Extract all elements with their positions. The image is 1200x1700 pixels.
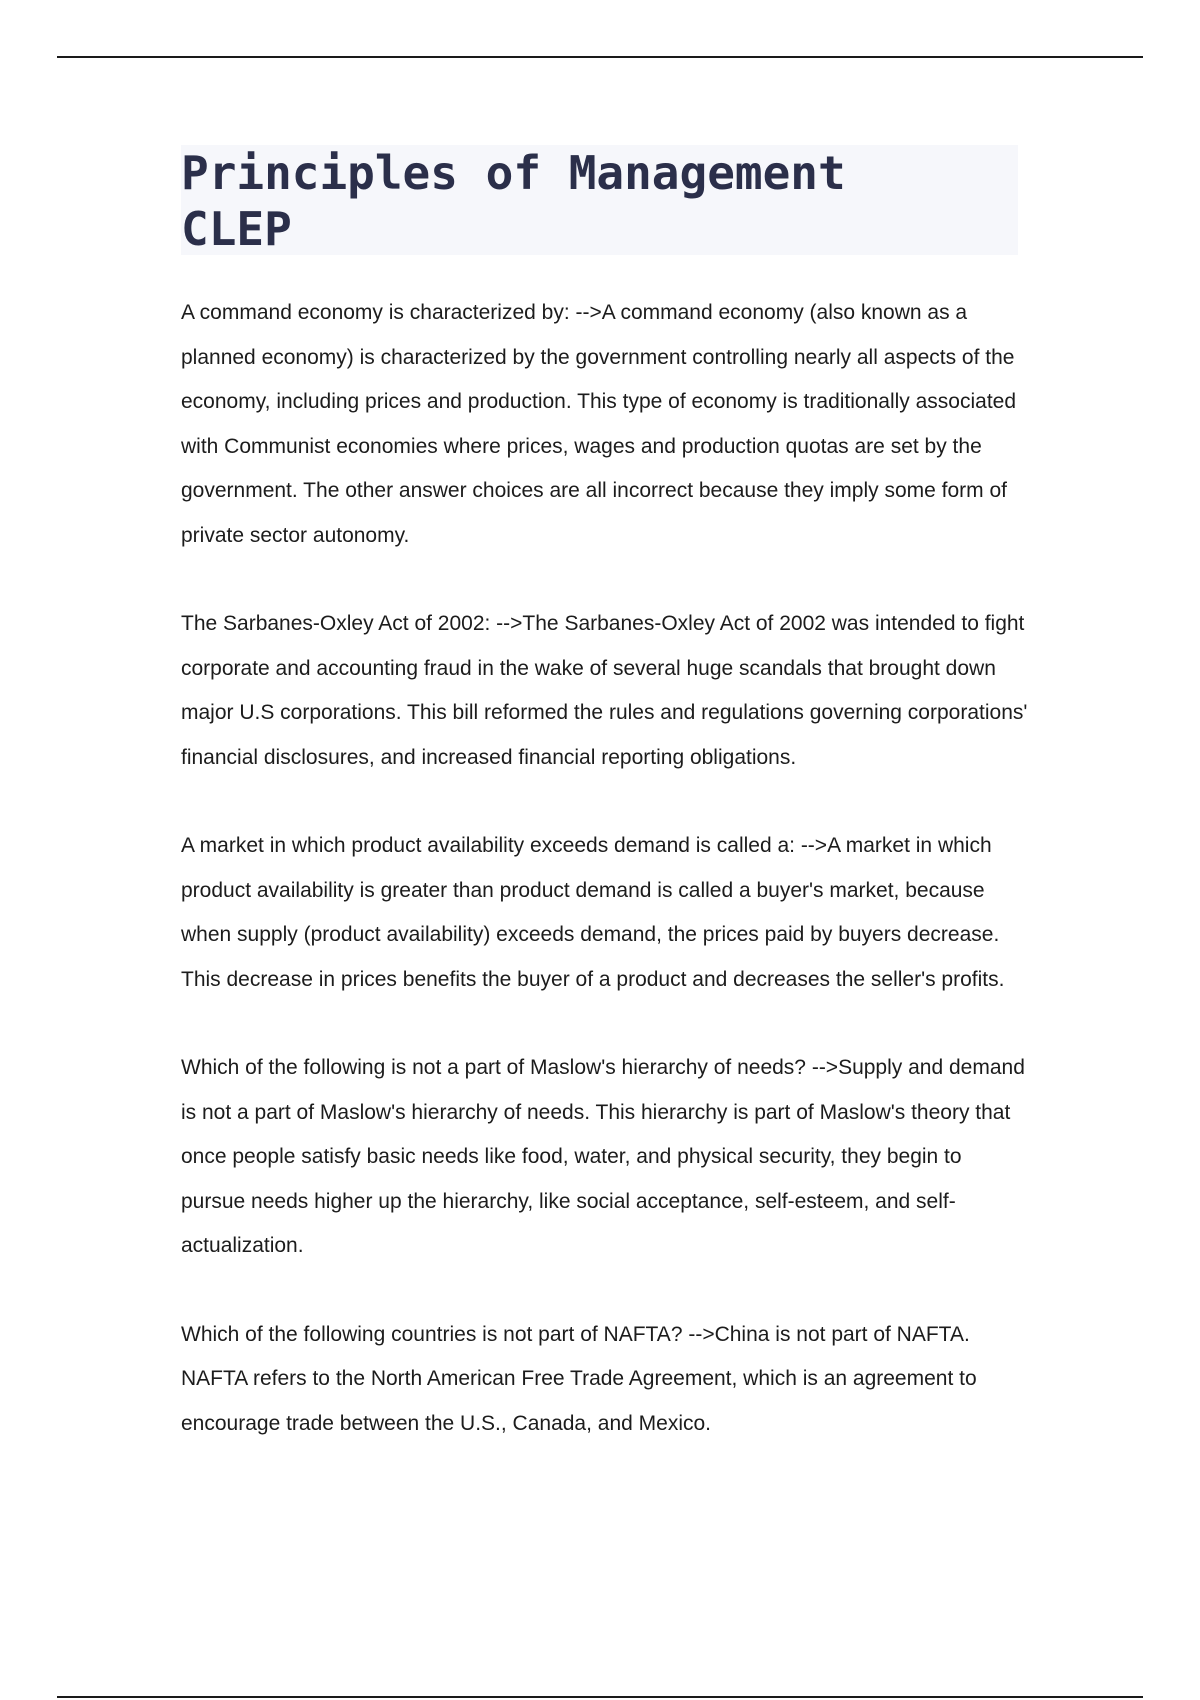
- title-block: [181, 145, 1018, 255]
- qa-entry-sarbanes-oxley: The Sarbanes-Oxley Act of 2002: -->The Sarbanes-Oxley Act of 2002 was intended to fight corporate and accounting fraud in the wake of several huge scandals that brought down major U.S corporations. This bill reformed the rules and regulations governing corporations' financial disclosures, and increased financial reporting obligations.: [181, 612, 1028, 769]
- qa-entry-nafta: Which of the following countries is not part of NAFTA? -->China is not part of NAFTA. NAFTA refers to the North American Free Trade Agreement, which is an agreement to encourage trade between the U.S., Canada, and Mexico.: [181, 1322, 977, 1435]
- top-rule: [57, 56, 1143, 58]
- document-title: [181, 145, 1018, 257]
- qa-entry-buyers-market: A market in which product availability exceeds demand is called a: -->A market in which product availability is greater than product demand is called a buyer's market, because when supply (product availability) exceeds demand, the prices paid by buyers decrease. This decrease in prices benefits the buyer of a product and decreases the seller's profits.: [181, 834, 1005, 991]
- qa-entry-command-economy: A command economy is characterized by: -->A command economy (also known as a planned economy) is characterized by the government controlling nearly all aspects of the economy, including prices and production. This type of economy is traditionally associated with Communist economies where prices, wages and production quotas are set by the government. The other answer choices are all incorrect because they imply some form of private sector autonomy.: [181, 301, 1017, 547]
- qa-entry-maslow-hierarchy: Which of the following is not a part of Maslow's hierarchy of needs? -->Supply and demand is not a part of Maslow's hierarchy of needs. This hierarchy is part of Maslow's theory that once people satisfy basic needs like food, water, and physical security, they begin to pursue needs higher up the hierarchy, like social acceptance, self-esteem, and self-actualization.: [181, 1056, 1025, 1257]
- title-line-1: Principles of Management: [181, 146, 846, 200]
- bottom-rule: [57, 1696, 1143, 1698]
- title-line-2: CLEP: [181, 202, 292, 256]
- document-body: [181, 291, 1031, 1490]
